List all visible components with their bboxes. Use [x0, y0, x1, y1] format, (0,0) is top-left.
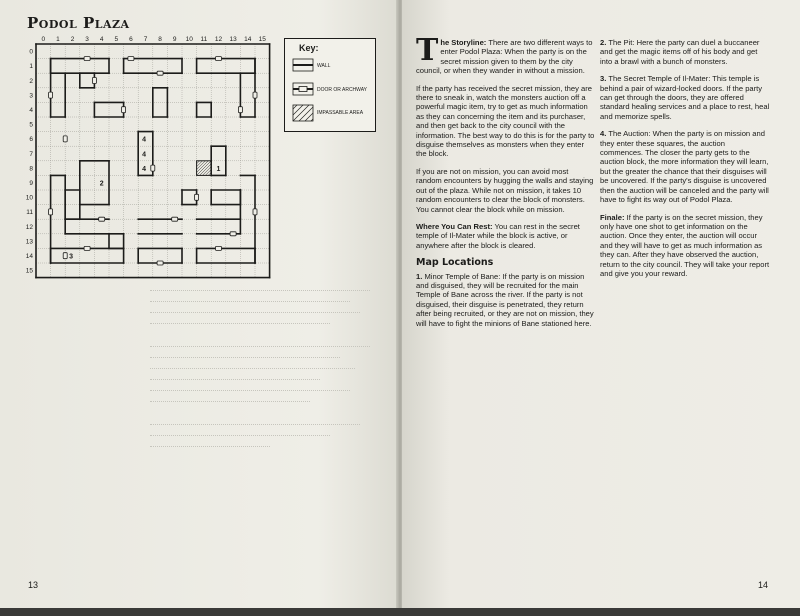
finale-lead: Finale:: [600, 212, 625, 222]
map-location-marker: 4: [142, 136, 146, 144]
map-column-label: 13: [229, 36, 237, 43]
map-row-label: 3: [29, 92, 33, 100]
door-symbol: [63, 136, 67, 142]
location-3-text: The Secret Temple of Il-Mater: This temple is behind a pair of wizard-locked doors. If the party can get through the doors, they are offered standard healing services and a place to rest, heal and memorize spells.: [600, 74, 770, 121]
left-page: [0, 0, 398, 612]
location-4-paragraph: [600, 129, 770, 204]
location-2-paragraph: [600, 38, 770, 66]
location-1-text: Minor Temple of Bane: If the party is on mission and disguised, they will be recruited for the main Temple of Bane across the river. If the party is not disguised, their disguise is penetrated, they return after being recruited, or they are not on mission, they will have to fight the minions of Bane stationed here.: [416, 271, 594, 328]
location-3-paragraph: [600, 74, 770, 121]
location-3-number: 3.: [600, 74, 607, 84]
key-door-label: DOOR OR ARCHWAY: [317, 87, 368, 93]
key-title: Key:: [299, 43, 319, 53]
hatch-line: [197, 161, 203, 167]
map-row-label: 14: [25, 253, 33, 260]
door-symbol: [99, 217, 105, 221]
map-column-label: 11: [200, 36, 208, 43]
rest-paragraph: [416, 222, 596, 250]
map-column-label: 14: [244, 36, 252, 43]
map-location-marker: 2: [99, 180, 104, 188]
page-number-left: 13: [28, 580, 39, 590]
map-row-label: 0: [29, 48, 33, 56]
map-column-label: 1: [56, 36, 60, 43]
map-row-label: 11: [26, 209, 33, 217]
map-column-label: 4: [99, 36, 104, 43]
page-title: Podol Plaza: [27, 14, 130, 32]
door-symbol: [84, 57, 90, 61]
hatch-line: [197, 161, 209, 173]
map-column-label: 8: [158, 36, 162, 43]
no-mission-paragraph: If you are not on mission, you can avoid most random encounters by hugging the walls and staying out of the plaza. While not on mission, it takes 10 random encounters to clear the block of monsters. You cannot clear the block while on mission.: [416, 166, 594, 214]
bleed-through-text: [150, 290, 370, 451]
map-row-label: 2: [29, 77, 33, 85]
door-symbol: [238, 107, 242, 113]
map-row-label: 12: [25, 223, 33, 231]
map-row-label: 1: [29, 63, 33, 71]
map-row-label: 4: [29, 107, 33, 114]
door-symbol: [253, 92, 257, 98]
page-bottom-edge: [0, 608, 800, 616]
map-column-label: 12: [214, 36, 223, 43]
location-2-text: The Pit: Here the party can duel a buccaneer and get the magic items off of his body and get into a brawl with a bunch of monsters.: [600, 38, 760, 66]
map-column-label: 6: [129, 36, 133, 43]
map-column-label: 10: [185, 36, 193, 43]
map-column-label: 0: [41, 36, 46, 43]
map-column-label: 15: [258, 36, 266, 43]
map-column-label: 3: [85, 36, 89, 43]
key-wall-label: WALL: [317, 63, 331, 69]
door-symbol: [49, 92, 53, 98]
key-symbols: [285, 39, 375, 131]
door-symbol: [216, 246, 222, 250]
map-row-label: 10: [25, 194, 33, 202]
location-2-number: 2.: [600, 38, 607, 47]
map-row-label: 9: [29, 180, 33, 187]
map-column-label: 2: [70, 36, 75, 43]
location-4-number: 4.: [600, 129, 607, 139]
map-row-label: 8: [29, 165, 33, 173]
door-symbol: [230, 232, 236, 236]
door-symbol: [92, 78, 96, 84]
door-symbol: [157, 261, 163, 265]
door-symbol: [157, 71, 163, 75]
map-row-label: 6: [29, 136, 33, 144]
storyline-text: There are two different ways to enter Podol Plaza: When the party is on the secret mission given to them by the city council, or when they wander in without a mission.: [416, 38, 593, 76]
door-symbol: [216, 57, 222, 61]
door-symbol: [122, 107, 126, 113]
key-impassable-label: IMPASSABLE AREA: [317, 110, 364, 116]
door-symbol: [84, 246, 90, 250]
hatch-line: [205, 170, 211, 176]
door-symbol: [49, 209, 53, 215]
finale-text: If the party is on the secret mission, they only have one shot to get information on the auction. Once they enter, the auction will occur and they will have to get as much information as they can. After they have observed the auction, return to the city council. They will take your report and give you your reward.: [600, 212, 770, 278]
map-locations-heading: Map Locations: [416, 257, 494, 269]
map-row-label: 13: [25, 238, 33, 246]
map-row-label: 5: [29, 121, 33, 129]
map-column-label: 7: [143, 36, 148, 43]
hatch-line: [197, 161, 212, 176]
drop-cap: T: [416, 33, 439, 68]
podol-plaza-map: [22, 34, 274, 284]
door-symbol: [195, 194, 199, 200]
location-1-number: 1.: [416, 271, 423, 281]
location-1-paragraph: [416, 272, 596, 328]
map-location-marker: 3: [69, 253, 73, 261]
map-key: [284, 38, 376, 132]
text-column-2: [600, 38, 770, 286]
map-location-marker: 4: [142, 151, 146, 159]
finale-paragraph: [600, 213, 770, 279]
door-symbol: [172, 217, 178, 221]
map-row-label: 7: [29, 150, 33, 158]
map-location-marker: 4: [142, 165, 146, 173]
text-column-1: [416, 33, 596, 336]
mission-paragraph: If the party has received the secret mission, they are there to sneak in, watch the monsters auction off a powerful magic item, try to get as much information as they can concerning the item and its purchaser, and then get back to the city council with the information. The best way to do this is for the party to disguise themselves as monsters when they enter the block.: [416, 83, 595, 159]
map-location-marker: 1: [216, 165, 221, 173]
storyline-lead: he Storyline:: [440, 38, 487, 47]
rest-lead: Where You Can Rest:: [416, 221, 493, 231]
door-symbol: [253, 209, 257, 215]
map-column-label: 5: [114, 36, 119, 43]
location-4-text: The Auction: When the party is on mission and they enter these squares, the auction commences. The closer the party gets to the auction block, the more information they will learn, but the greater the chance that their disguises will be uncovered. If the party's disguise is uncovered then the auction will be canceled and the party will have to fight its way out of Podol Plaza.: [600, 129, 769, 205]
page-number-right: 14: [758, 580, 769, 590]
door-symbol: [63, 253, 67, 259]
door-symbol: [128, 57, 134, 61]
door-symbol: [151, 165, 155, 171]
map-row-label: 15: [25, 267, 33, 275]
storyline-paragraph: [416, 33, 596, 76]
map-column-label: 9: [172, 36, 177, 43]
hatch-line: [200, 164, 212, 176]
rest-text: You can rest in the secret temple of Il-Mater while the block is active, or anywhere after the block is cleared.: [416, 221, 580, 250]
